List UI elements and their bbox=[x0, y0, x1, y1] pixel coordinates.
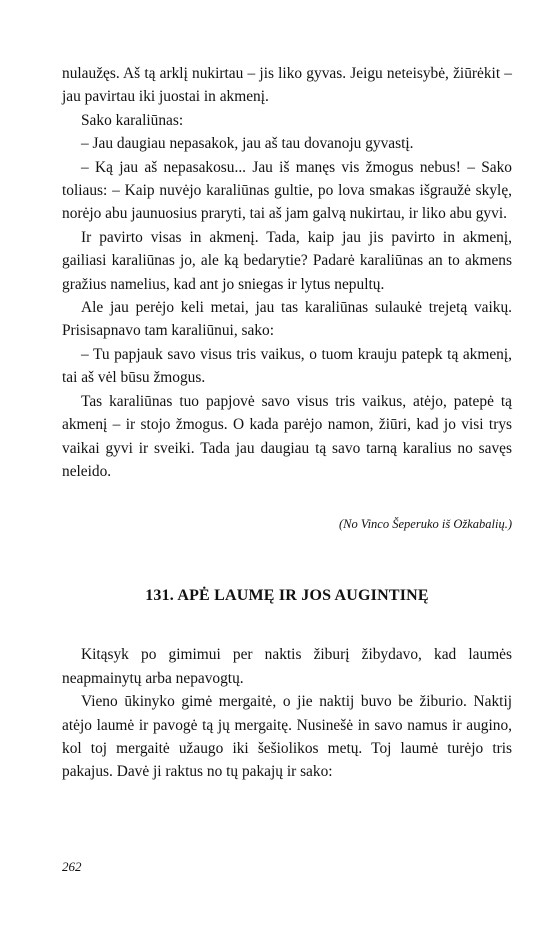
paragraph: Ale jau perėjo keli metai, jau tas karaliūnas sulaukė trejetą vaikų. Prisisapnavo tam karaliūnui, sako: bbox=[62, 299, 512, 340]
paragraph: nulaužęs. Aš tą arklį nukirtau – jis liko gyvas. Jeigu neteisybė, žiūrėkit – jau pavirtau iki juostai in akmenį. bbox=[62, 65, 512, 106]
dialogue-paragraph: – Jau daugiau nepasakok, jau aš tau dovanoju gyvastį. bbox=[81, 135, 414, 153]
paragraph: Kitąsyk po gimimui per naktis žiburį žibydavo, kad laumės neapmainytų arba nepavogtų. bbox=[62, 646, 512, 687]
paragraph: Vieno ūkinyko gimė mergaitė, o jie naktij buvo be žiburio. Naktij atėjo laumė ir pavogė tą jų mergaitę. Nusinešė in savo namus ir augino, kol toj mergaitė užaugo iki šešiolikos metų. Toj laumė turėjo tris pakajus. Davė ji raktus no tų pakajų ir sako: bbox=[62, 693, 512, 781]
paragraph: Tas karaliūnas tuo papjovė savo visus tris vaikus, atėjo, patepė tą akmenį – ir stojo žmogus. O kada parėjo namon, žiūri, kad jo visi trys vaikai gyvi ir sveiki. Tada jau daugiau tą savo tarną karalius no savęs neleido. bbox=[62, 392, 512, 480]
story-ending bbox=[62, 62, 512, 533]
source-attribution: (No Vinco Šeperuko iš Ožkabalių.) bbox=[339, 517, 512, 532]
dialogue-paragraph: – Ką jau aš nepasakosu... Jau iš manęs vis žmogus nebus! – Sako toliaus: – Kaip nuvėjo karaliūnas gultie, po lova smakas išgraužė skylę, norėjo abu jaunuosius praryti, tai aš jam galvą nukirtau, ir liko abu gyvi. bbox=[62, 158, 512, 223]
paragraph: Ir pavirto visas in akmenį. Tada, kaip jau jis pavirto in akmenį, gailiasi karaliūnas jo, ale ką bedarytie? Padarė karaliūnas an to akmens gražius namelius, kad ant jo sniegas ir lytus nepultų. bbox=[62, 228, 512, 293]
paragraph: Sako karaliūnas: bbox=[81, 111, 184, 129]
section-body bbox=[62, 643, 512, 783]
section-heading: 131. APĖ LAUMĘ IR JOS AUGINTINĘ bbox=[145, 587, 429, 605]
dialogue-paragraph: – Tu papjauk savo visus tris vaikus, o tuom krauju patepk tą akmenį, tai aš vėl būsu žmogus. bbox=[62, 345, 512, 387]
page-number: 262 bbox=[62, 859, 82, 874]
book-page bbox=[62, 62, 512, 784]
